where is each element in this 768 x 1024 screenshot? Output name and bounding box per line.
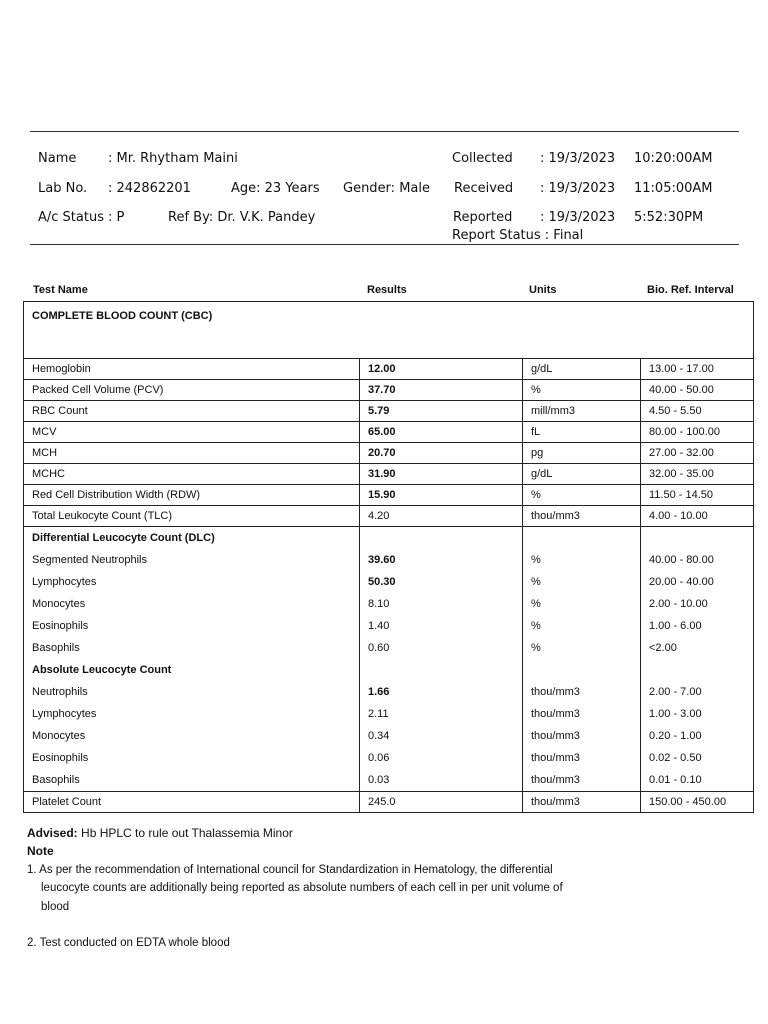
test-name: MCV [24,422,360,443]
patient-gender: Gender: Male [343,181,430,196]
test-result: 31.90 [360,464,523,485]
test-unit: thou/mm3 [523,506,641,527]
test-name: Packed Cell Volume (PCV) [24,380,360,401]
test-unit: % [523,637,641,659]
received-time: 11:05:00AM [634,181,713,196]
test-name: Basophils [24,637,360,659]
collected-time: 10:20:00AM [634,151,713,166]
test-result: 0.06 [360,747,523,769]
test-result: 0.03 [360,769,523,792]
test-range: 40.00 - 80.00 [641,549,754,571]
test-range: 13.00 - 17.00 [641,359,754,380]
test-unit: thou/mm3 [523,769,641,792]
test-range: 1.00 - 6.00 [641,615,754,637]
table-row [24,681,754,703]
test-name: Lymphocytes [24,571,360,593]
table-row [24,571,754,593]
test-name: MCHC [24,464,360,485]
test-range: 27.00 - 32.00 [641,443,754,464]
table-row [24,443,754,464]
test-range: 0.01 - 0.10 [641,769,754,792]
test-name: Platelet Count [24,792,360,813]
advised-line [27,826,293,840]
table-row [24,380,754,401]
col-units: Units [529,284,557,296]
test-unit: % [523,593,641,615]
test-name: Eosinophils [24,747,360,769]
test-name: Basophils [24,769,360,792]
patient-age: Age: 23 Years [231,181,320,196]
test-unit: % [523,571,641,593]
report-status: Report Status : Final [452,228,584,243]
header-top-rule [30,131,739,132]
test-result: 2.11 [360,703,523,725]
test-name: Monocytes [24,725,360,747]
test-result: 12.00 [360,359,523,380]
test-result: 1.40 [360,615,523,637]
test-range: 2.00 - 7.00 [641,681,754,703]
test-result: 39.60 [360,549,523,571]
table-row [24,792,754,813]
test-name: Neutrophils [24,681,360,703]
test-result: 4.20 [360,506,523,527]
collected-date: : 19/3/2023 [540,151,616,166]
test-unit: % [523,549,641,571]
test-range: 4.50 - 5.50 [641,401,754,422]
ac-status-label: A/c Status [38,210,104,225]
col-results: Results [367,284,407,296]
test-name: RBC Count [24,401,360,422]
table-row [24,464,754,485]
test-result: 50.30 [360,571,523,593]
table-row [24,422,754,443]
test-result: 5.79 [360,401,523,422]
test-unit: % [523,485,641,506]
test-name: Total Leukocyte Count (TLC) [24,506,360,527]
collected-label: Collected [452,151,513,166]
test-range: 1.00 - 3.00 [641,703,754,725]
test-result: 15.90 [360,485,523,506]
test-unit: mill/mm3 [523,401,641,422]
test-name: Red Cell Distribution Width (RDW) [24,485,360,506]
table-row [24,703,754,725]
alc-heading: Absolute Leucocyte Count [24,659,360,681]
test-range: 32.00 - 35.00 [641,464,754,485]
test-result: 37.70 [360,380,523,401]
test-unit: pg [523,443,641,464]
table-row [24,615,754,637]
table-row [24,747,754,769]
test-unit: fL [523,422,641,443]
test-name: MCH [24,443,360,464]
table-row [24,359,754,380]
table-row [24,401,754,422]
note-2: 2. Test conducted on EDTA whole blood [27,937,230,949]
test-unit: % [523,380,641,401]
test-unit: g/dL [523,464,641,485]
name-label: Name [38,151,77,166]
test-range: 11.50 - 14.50 [641,485,754,506]
lab-no-label: Lab No. [38,181,88,196]
test-name: Monocytes [24,593,360,615]
panel-title: COMPLETE BLOOD COUNT (CBC) [24,302,754,359]
test-name: Hemoglobin [24,359,360,380]
test-unit: thou/mm3 [523,747,641,769]
table-row [24,593,754,615]
advised-text: Hb HPLC to rule out Thalassemia Minor [77,826,293,840]
test-unit: thou/mm3 [523,681,641,703]
test-range: 40.00 - 50.00 [641,380,754,401]
test-range: 4.00 - 10.00 [641,506,754,527]
test-unit: thou/mm3 [523,703,641,725]
test-range: 2.00 - 10.00 [641,593,754,615]
table-row [24,637,754,659]
section-heading-row [24,527,754,550]
dlc-heading: Differential Leucocyte Count (DLC) [24,527,360,550]
note-1-line-3: blood [41,901,70,913]
table-row [24,549,754,571]
test-name: Eosinophils [24,615,360,637]
test-unit: thou/mm3 [523,725,641,747]
ac-status-value: : P [108,210,125,225]
test-unit: thou/mm3 [523,792,641,813]
test-result: 65.00 [360,422,523,443]
test-result: 1.66 [360,681,523,703]
test-unit: % [523,615,641,637]
test-name: Segmented Neutrophils [24,549,360,571]
test-range: 0.02 - 0.50 [641,747,754,769]
lab-no-value: : 242862201 [108,181,191,196]
note-label: Note [27,844,54,858]
header-bottom-rule [30,244,739,245]
note-1-line-2: leucocyte counts are additionally being reported as absolute numbers of each cell in per unit volume of [41,882,563,894]
table-row [24,506,754,527]
test-result: 245.0 [360,792,523,813]
col-ref-interval: Bio. Ref. Interval [647,284,734,296]
test-result: 0.34 [360,725,523,747]
advised-label: Advised: [27,826,78,840]
reported-date: : 19/3/2023 [540,210,616,225]
test-range: 80.00 - 100.00 [641,422,754,443]
test-name: Lymphocytes [24,703,360,725]
test-result: 8.10 [360,593,523,615]
test-result: 20.70 [360,443,523,464]
table-row [24,485,754,506]
received-label: Received [454,181,514,196]
test-range: <2.00 [641,637,754,659]
test-range: 150.00 - 450.00 [641,792,754,813]
col-test-name: Test Name [33,284,88,296]
test-range: 20.00 - 40.00 [641,571,754,593]
note-1-line-1: 1. As per the recommendation of International council for Standardization in Hematology, the differential [27,864,553,876]
received-date: : 19/3/2023 [540,181,616,196]
patient-name: : Mr. Rhytham Maini [108,151,238,166]
referred-by: Ref By: Dr. V.K. Pandey [168,210,316,225]
test-unit: g/dL [523,359,641,380]
panel-title-row [24,302,754,359]
reported-label: Reported [453,210,513,225]
test-range: 0.20 - 1.00 [641,725,754,747]
table-row [24,769,754,792]
test-result: 0.60 [360,637,523,659]
section-heading-row [24,659,754,681]
results-table [23,301,754,813]
reported-time: 5:52:30PM [634,210,704,225]
table-row [24,725,754,747]
